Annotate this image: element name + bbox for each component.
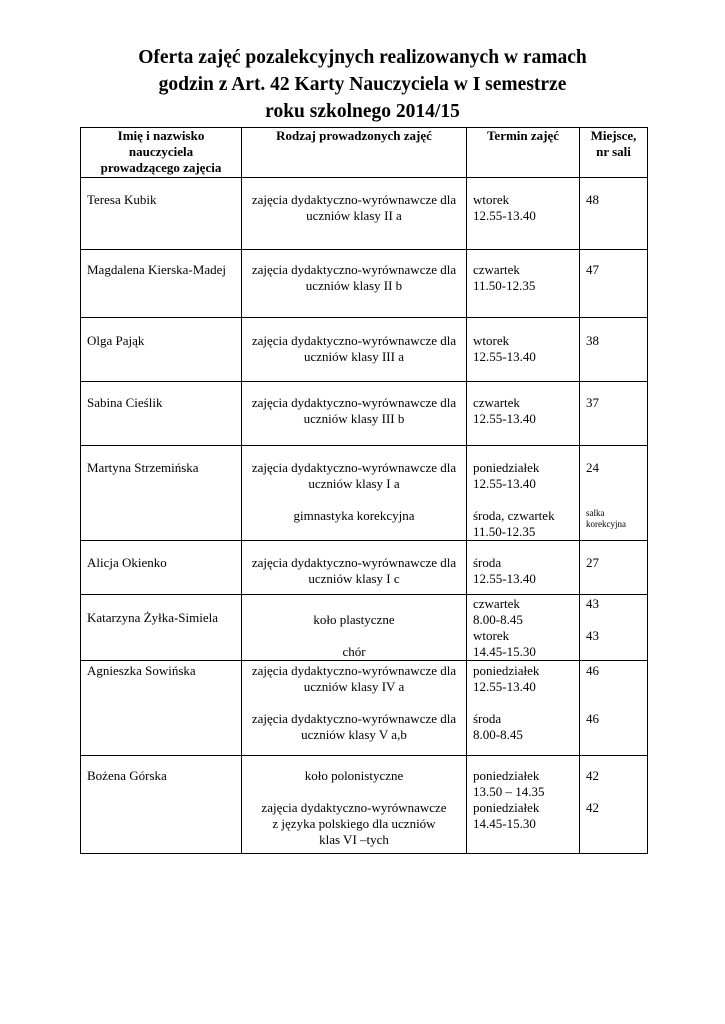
table-row <box>81 250 648 318</box>
activity-type-cell <box>242 541 467 595</box>
term-line: 8.00-8.45 <box>473 727 523 742</box>
term-line: wtorek <box>473 333 510 348</box>
place-cell <box>580 541 648 595</box>
activity-type-cell <box>242 661 467 756</box>
term-line: poniedziałek <box>473 768 540 783</box>
table-row <box>81 595 648 661</box>
teacher-cell <box>81 756 242 854</box>
term-line: 12.55-13.40 <box>473 208 536 223</box>
place-line: 37 <box>586 395 599 410</box>
activity-type-line: uczniów klasy V a,b <box>301 727 407 742</box>
teacher-cell <box>81 382 242 446</box>
place-line: korekcyjna <box>586 519 626 529</box>
title-line-2: godzin z Art. 42 Karty Nauczyciela w I semestrze <box>158 74 567 95</box>
activity-type-line: koło polonistyczne <box>304 768 404 783</box>
term-line: 12.55-13.40 <box>473 411 536 426</box>
activity-type-line: zajęcia dydaktyczno-wyrównawcze dla <box>251 262 457 277</box>
title-line-3: roku szkolnego 2014/15 <box>265 101 460 122</box>
place-cell <box>580 661 648 756</box>
header-teacher: Imię i nazwisko nauczyciela prowadzącego zajęcia <box>81 128 242 178</box>
term-line <box>473 492 573 508</box>
teacher-cell <box>81 446 242 541</box>
term-line: środa, czwartek <box>473 508 555 523</box>
activity-type-line: zajęcia dydaktyczno-wyrównawcze dla <box>251 555 457 570</box>
activity-type-line: zajęcia dydaktyczno-wyrównawcze dla <box>251 460 457 475</box>
place-line: 24 <box>586 460 599 475</box>
table-row <box>81 382 648 446</box>
place-line: salka <box>586 508 605 518</box>
place-line: 47 <box>586 262 599 277</box>
place-cell <box>580 382 648 446</box>
term-line: czwartek <box>473 262 520 277</box>
teacher-name: Olga Pająk <box>87 333 145 348</box>
term-line <box>473 695 573 711</box>
term-cell <box>467 446 580 541</box>
activity-type-line: zajęcia dydaktyczno-wyrównawcze dla <box>251 192 457 207</box>
teacher-name: Magdalena Kierska-Madej <box>87 262 226 277</box>
teacher-cell <box>81 661 242 756</box>
term-cell <box>467 318 580 382</box>
activity-type-line: koło plastyczne <box>313 612 395 627</box>
teacher-cell <box>81 595 242 661</box>
activity-type-line: uczniów klasy III b <box>303 411 405 426</box>
teacher-cell <box>81 318 242 382</box>
table-row <box>81 541 648 595</box>
teacher-name: Martyna Strzemińska <box>87 460 199 475</box>
term-line: 12.55-13.40 <box>473 679 536 694</box>
activity-type-line <box>248 492 460 508</box>
term-line: środa <box>473 555 502 570</box>
header-row <box>81 128 648 178</box>
activity-type-line: zajęcia dydaktyczno-wyrównawcze <box>261 800 447 815</box>
term-cell <box>467 178 580 250</box>
place-line <box>586 679 641 695</box>
activity-type-line: uczniów klasy IV a <box>303 679 405 694</box>
place-cell <box>580 318 648 382</box>
table-row <box>81 318 648 382</box>
term-line: 14.45-15.30 <box>473 644 536 659</box>
term-line: 11.50-12.35 <box>473 524 536 539</box>
place-cell <box>580 446 648 541</box>
place-line: 42 <box>586 768 599 783</box>
activity-type-line <box>248 695 460 711</box>
header-activity-type: Rodzaj prowadzonych zajęć <box>242 128 467 178</box>
activity-type-line: chór <box>342 644 366 659</box>
activity-type-line <box>248 784 460 800</box>
activity-type-line: zajęcia dydaktyczno-wyrównawcze dla <box>251 333 457 348</box>
activity-type-cell <box>242 756 467 854</box>
activity-type-line: zajęcia dydaktyczno-wyrównawcze dla <box>251 395 457 410</box>
term-line: 13.50 – 14.35 <box>473 784 545 799</box>
term-cell <box>467 661 580 756</box>
title-line-1: Oferta zajęć pozalekcyjnych realizowanych w ramach <box>138 47 587 68</box>
term-line: czwartek <box>473 596 520 611</box>
place-line: 42 <box>586 800 599 815</box>
term-line: 12.55-13.40 <box>473 349 536 364</box>
term-line: wtorek <box>473 192 510 207</box>
term-cell <box>467 382 580 446</box>
activity-type-line: uczniów klasy III a <box>304 349 404 364</box>
header-term: Termin zajęć <box>467 128 580 178</box>
activity-type-line: uczniów klasy I c <box>308 571 400 586</box>
term-line: 11.50-12.35 <box>473 278 536 293</box>
term-cell <box>467 756 580 854</box>
teacher-cell <box>81 541 242 595</box>
place-cell <box>580 756 648 854</box>
place-line: 43 <box>586 596 599 611</box>
place-line: 46 <box>586 711 599 726</box>
term-line: poniedziałek <box>473 663 540 678</box>
term-line: poniedziałek <box>473 800 540 815</box>
teacher-name: Sabina Cieślik <box>87 395 163 410</box>
teacher-cell <box>81 250 242 318</box>
activity-type-line: z języka polskiego dla uczniów <box>272 816 436 831</box>
place-line: 46 <box>586 663 599 678</box>
term-line: czwartek <box>473 395 520 410</box>
term-cell <box>467 541 580 595</box>
table-row <box>81 661 648 756</box>
place-line: 48 <box>586 192 599 207</box>
place-line <box>586 784 641 800</box>
teacher-name: Katarzyna Żyłka-Simiela <box>87 610 219 625</box>
activity-type-line: gimnastyka korekcyjna <box>293 508 415 523</box>
activity-type-cell <box>242 178 467 250</box>
activity-type-line: uczniów klasy I a <box>308 476 400 491</box>
activity-type-line <box>248 628 460 644</box>
term-line: 8.00-8.45 <box>473 612 523 627</box>
term-cell <box>467 250 580 318</box>
place-line <box>586 612 641 628</box>
place-line: 38 <box>586 333 599 348</box>
term-line: środa <box>473 711 502 726</box>
activity-type-cell <box>242 446 467 541</box>
activity-type-cell <box>242 318 467 382</box>
document-title <box>0 44 725 125</box>
teacher-name: Agnieszka Sowińska <box>87 663 196 678</box>
term-line: poniedziałek <box>473 460 540 475</box>
activity-type-cell <box>242 250 467 318</box>
term-line: 12.55-13.40 <box>473 571 536 586</box>
place-line <box>586 492 641 508</box>
teacher-name: Bożena Górska <box>87 768 167 783</box>
term-line: wtorek <box>473 628 510 643</box>
teacher-cell <box>81 178 242 250</box>
schedule-table <box>80 127 648 854</box>
activity-type-line: uczniów klasy II b <box>305 278 403 293</box>
term-line: 12.55-13.40 <box>473 476 536 491</box>
activity-type-cell <box>242 382 467 446</box>
activity-type-line: zajęcia dydaktyczno-wyrównawcze dla <box>251 711 457 726</box>
teacher-name: Alicja Okienko <box>87 555 167 570</box>
place-cell <box>580 250 648 318</box>
term-cell <box>467 595 580 661</box>
header-place: Miejsce, nr sali <box>580 128 648 178</box>
activity-type-line: uczniów klasy II a <box>306 208 402 223</box>
activity-type-line <box>248 596 460 612</box>
teacher-name: Teresa Kubik <box>87 192 157 207</box>
term-line: 14.45-15.30 <box>473 816 536 831</box>
place-cell <box>580 595 648 661</box>
place-line: 43 <box>586 628 599 643</box>
activity-type-line: klas VI –tych <box>319 832 389 847</box>
activity-type-cell <box>242 595 467 661</box>
activity-type-line: zajęcia dydaktyczno-wyrównawcze dla <box>251 663 457 678</box>
place-line <box>586 476 641 492</box>
place-cell <box>580 178 648 250</box>
place-line: 27 <box>586 555 599 570</box>
table-row <box>81 178 648 250</box>
table-row <box>81 756 648 854</box>
place-line <box>586 695 641 711</box>
table-row <box>81 446 648 541</box>
